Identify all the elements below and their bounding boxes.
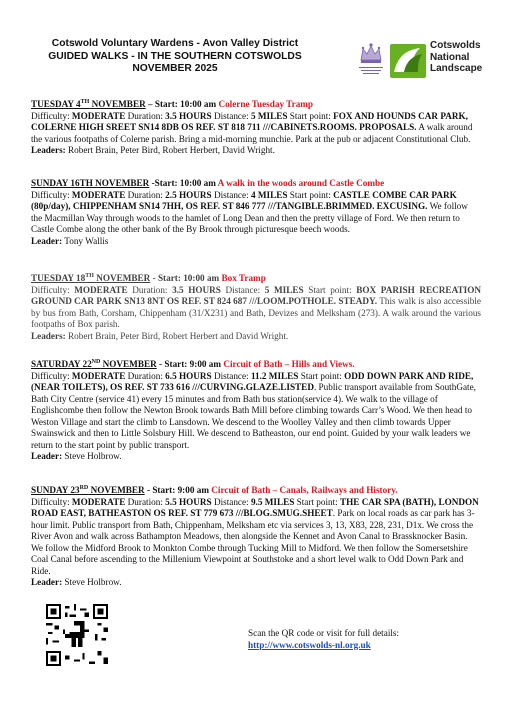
logo-line-3: Landscape — [430, 63, 483, 74]
walk-leaders: Leader: Tony Wallis — [31, 235, 109, 246]
walk-title: Box Tramp — [221, 273, 266, 284]
walk-heading — [31, 97, 481, 111]
walk-entry-2 — [31, 178, 481, 247]
walk-leaders: Leader: Steve Holbrow. — [31, 577, 122, 588]
logo-line-2: National — [430, 51, 470, 63]
walk-start-time: - Start: 9:00 am — [144, 485, 212, 496]
walk-date: SATURDAY 22ND NOVEMBER — [31, 359, 157, 370]
queens-award-crown-icon — [355, 40, 387, 80]
walk-details: Difficulty: MODERATE Duration: 2.5 HOURS Distance: 4 MILES Start point: CASTLE COMBE CAR PARK (80p/day), CHIPPENHAM SN14 7HH, OS REF. ST 846 777 ///TANGIBLE.BRIMMED. EXCUSING. We follow the Macmillan Way through woods to the hamlet of Long Dean and then the pretty village of Ford. We then return to Castle Combe along the other bank of the By Brook through picturesque beech woods. — [31, 189, 468, 235]
walk-leaders: Leaders: Robert Brain, Peter Bird, Robert Herbert and David Wright. — [31, 330, 289, 341]
scan-instruction: Scan the QR code or visit for full details: — [248, 628, 400, 638]
logo-line-1: Cotswolds — [430, 40, 481, 51]
walk-date: TUESDAY 4TH NOVEMBER — [31, 99, 146, 110]
walk-start-time: - Start: 10:00 am — [150, 273, 222, 284]
walk-details: Difficulty: MODERATE Duration: 3.5 HOURS Distance: 5 MILES Start point: BOX PARISH RECREATION GROUND CAR PARK SN13 8NT OS REF. ST 824 687 ///LOOM.POTHOLE. STEADY. This walk is also accessible by bus from Bath, Corsham, Chippenham (31/X231) and Bath, Devizes and Melksham (273). A walk around the various footpaths of Box parish. — [31, 284, 482, 330]
walk-title: Circuit of Bath – Hills and Views. — [223, 359, 355, 370]
walk-details: Difficulty: MODERATE Duration: 3.5 HOURS Distance: 5 MILES Start point: FOX AND HOUNDS CAR PARK, COLERNE HIGH SREET SN14 8DB OS REF. ST 818 711 ///CABINETS.ROOMS. PROPOSALS. A walk around the various footpaths of Colerne parish. Bring a mid-morning munchie. Park at the pub or adjacent Constitutional Club. — [31, 110, 473, 144]
header-line-1: Cotswold Voluntary Wardens - Avon Valley District — [51, 38, 299, 49]
walk-details: Difficulty: MODERATE Duration: 6.5 HOURS Distance: 11.2 MILES Start point: ODD DOWN PARK AND RIDE, (NEAR TOILETS), OS REF. ST 733 616 ///CURVING.GLAZE.LISTED. Public transport available from SouthGate, Bath City Centre (service 41) every 15 minutes and from Bath bus station(service 4). We walk to the village of Englishcombe then follow the Newton Brook towards Bath Mill before climbing towards Carr’s Wood. We then head to Weston Village and start the climb to Lansdown. We descend to the Woolley Valley and then climb towards Upper Swainswick and then to Little Solsbury Hill. We descend to Batheaston, our end point. Guided by your walk leaders we return to the start point by public transport. — [31, 370, 476, 450]
walk-date: SUNDAY 23RD NOVEMBER — [31, 485, 145, 496]
footer-scan — [248, 628, 399, 651]
walk-title: Circuit of Bath – Canals, Railways and History. — [211, 485, 398, 496]
walk-details: Difficulty: MODERATE Duration: 5.5 HOURS Distance: 9.5 MILES Start point: THE CAR SPA (BATH), LONDON ROAD EAST, BATHEASTON OS REF. ST 779 673 ///BLOG.SMUG.SHEET. Park on local roads as car park has 3-hour limit. Public transport from Bath, Chippenham, Melksham etc via services 3, 13, X83, 228, 231, D1x. We cross the River Avon and walk across Bathampton Meadows, then alongside the Kennet and Avon Canal to Brassknocker Basin. We follow the Midford Brook to Monkton Combe through Tucking Mill to Midford. We then follow the Somersetshire Coal Canal before ascending to the Millenium Viewpoint at Southstoke and a short level walk to Odd Down Park and Ride. — [31, 496, 479, 576]
walk-start-time: – Start: 10:00 am — [145, 99, 219, 110]
header-line-3: NOVEMBER 2025 — [132, 63, 218, 75]
walk-date: TUESDAY 18TH NOVEMBER — [31, 273, 151, 284]
walk-heading — [31, 357, 481, 371]
page-header — [0, 38, 350, 76]
walk-title: Colerne Tuesday Tramp — [218, 99, 314, 110]
walk-date: SUNDAY 16TH NOVEMBER — [31, 178, 150, 188]
walk-heading — [31, 271, 481, 285]
logo-text — [430, 40, 482, 75]
walk-start-time: - Start: 9:00 am — [156, 359, 224, 370]
walk-start-time: -Start: 10:00 am — [149, 178, 218, 188]
walk-title: A walk in the woods around Castle Combe — [217, 178, 385, 188]
walk-heading — [31, 178, 481, 190]
walk-entry-4 — [31, 357, 481, 463]
walk-heading — [31, 483, 481, 497]
qr-code-icon[interactable] — [46, 604, 108, 666]
walk-leaders: Leader: Steve Holbrow. — [31, 451, 122, 462]
walk-entry-1 — [31, 97, 481, 157]
walk-leaders: Leaders: Robert Brain, Peter Bird, Robert Herbert, David Wright. — [31, 145, 275, 156]
walk-entry-5 — [31, 483, 481, 589]
website-link[interactable]: http://www.cotswolds-nl.org.uk — [248, 639, 371, 650]
walk-entry-3 — [31, 271, 481, 342]
header-line-2: GUIDED WALKS - IN THE SOUTHERN COTSWOLDS — [48, 50, 302, 62]
